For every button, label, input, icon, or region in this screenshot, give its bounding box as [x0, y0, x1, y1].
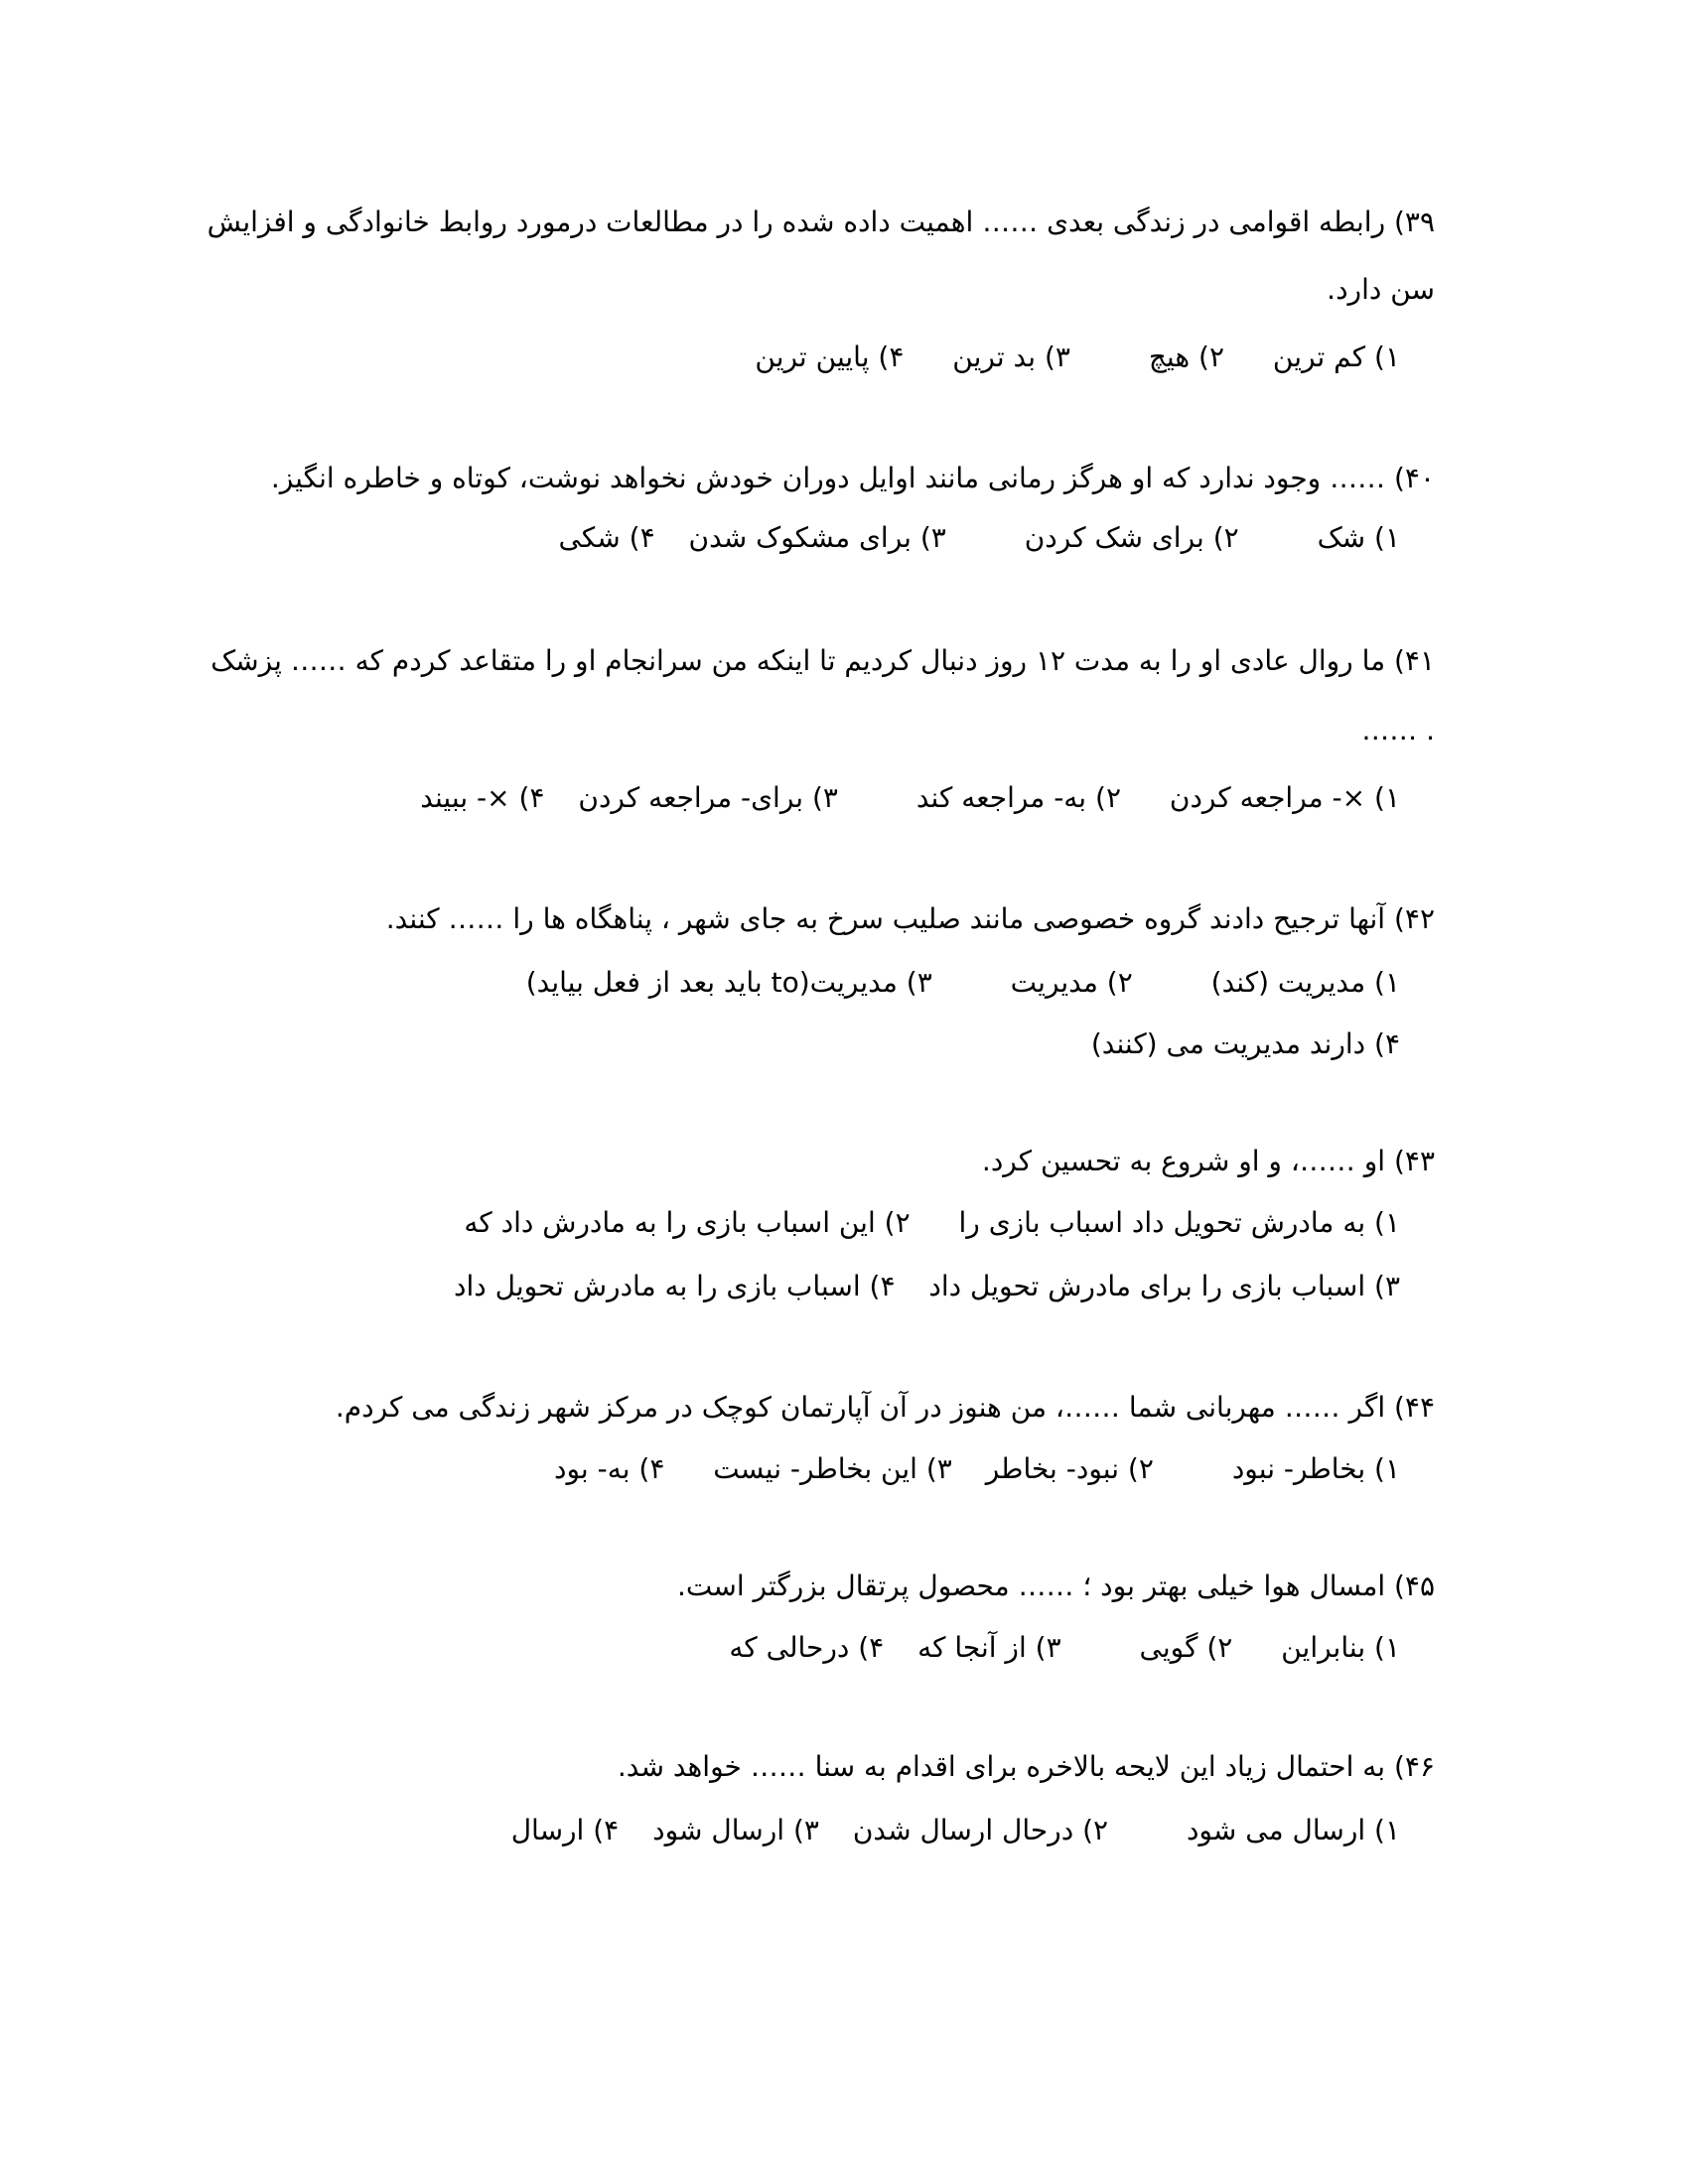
question-39-line-1: ۳۹) رابطه اقوامی در زندگی بعدی …… اهمیت داده شده را در مطالعات درمورد روابط خانوادگی و افزایش [207, 205, 1435, 238]
question-39-line-2: سن دارد. [1327, 273, 1435, 306]
question-43-line-1: ۴۳) او ……، و او شروع به تحسین کرد. [981, 1145, 1435, 1177]
question-41-line-1: ۴۱) ما روال عادی او را به مدت ۱۲ روز دنبال کردیم تا اینکه من سرانجام او را متقاعد کردم که …… پزشک [211, 644, 1435, 677]
option-4[interactable]: ۴) اسباب بازی را به مادرش تحویل داد [454, 1270, 896, 1302]
option-2[interactable]: ۲) این اسباب بازی را به مادرش داد که [464, 1206, 911, 1239]
option-4[interactable]: ۴) درحالی که [729, 1631, 885, 1664]
question-43-options-row-2 [454, 1267, 1400, 1306]
question-41-options [420, 778, 1400, 818]
question-40-line-1: ۴۰) …… وجود ندارد که او هرگز رمانی مانند اوایل دوران خودش نخواهد نوشت، کوتاه و خاطره انگیز. [270, 462, 1435, 494]
option-3[interactable]: ۳) ارسال شود [652, 1814, 819, 1846]
option-2[interactable]: ۲) مدیریت [1010, 966, 1133, 999]
question-41-line-2: …… . [1361, 714, 1435, 747]
option-2[interactable]: ۲) برای شک کردن [1024, 521, 1239, 554]
option-1[interactable]: ۱) ×- مراجعه کردن [1169, 781, 1400, 814]
option-3[interactable]: ۳) مدیریت(to باید بعد از فعل بیاید) [525, 966, 932, 999]
option-1[interactable]: ۱) بنابراین [1281, 1631, 1400, 1664]
question-44-options [554, 1449, 1400, 1489]
question-46-options [511, 1811, 1400, 1850]
option-4[interactable]: ۴) به- بود [553, 1452, 665, 1485]
option-4[interactable]: ۴) ارسال [510, 1814, 620, 1846]
option-4[interactable]: ۴) دارند مدیریت می (کنند) [1090, 1027, 1400, 1060]
option-1[interactable]: ۱) ارسال می شود [1186, 1814, 1400, 1846]
option-1[interactable]: ۱) به مادرش تحویل داد اسباب بازی را [958, 1206, 1400, 1239]
question-40-options [558, 518, 1400, 558]
option-2[interactable]: ۲) گویی [1139, 1631, 1233, 1664]
option-3[interactable]: ۳) این بخاطر- نیست [713, 1452, 952, 1485]
option-3[interactable]: ۳) از آنجا که [917, 1631, 1061, 1664]
option-1[interactable]: ۱) مدیریت (کند) [1210, 966, 1400, 999]
question-39-options [755, 338, 1400, 377]
option-3[interactable]: ۳) برای- مراجعه کردن [578, 781, 838, 814]
option-2[interactable]: ۲) هیچ [1148, 341, 1224, 373]
question-45-options [729, 1628, 1400, 1668]
option-4[interactable]: ۴) ×- ببیند [420, 781, 545, 814]
option-1[interactable]: ۱) شک [1317, 521, 1400, 554]
option-4[interactable]: ۴) شکی [558, 521, 655, 554]
question-45-line-1: ۴۵) امسال هوا خیلی بهتر بود ؛ …… محصول پرتقال بزرگتر است. [677, 1570, 1435, 1602]
option-3[interactable]: ۳) بد ترین [952, 341, 1070, 373]
option-1[interactable]: ۱) کم ترین [1272, 341, 1400, 373]
question-42-line-1: ۴۲) آنها ترجیح دادند گروه خصوصی مانند صلیب سرخ به جای شهر ، پناهگاه ها را …… کنند. [385, 902, 1435, 935]
option-3[interactable]: ۳) اسباب بازی را برای مادرش تحویل داد [928, 1270, 1400, 1302]
option-2[interactable]: ۲) درحال ارسال شدن [852, 1814, 1109, 1846]
question-44-line-1: ۴۴) اگر …… مهربانی شما ……، من هنوز در آن آپارتمان کوچک در مرکز شهر زندگی می کردم. [335, 1391, 1435, 1424]
question-43-options-row-1 [464, 1203, 1400, 1243]
option-2[interactable]: ۲) به- مراجعه کند [915, 781, 1121, 814]
option-1[interactable]: ۱) بخاطر- نبود [1231, 1452, 1400, 1485]
option-4[interactable]: ۴) پایین ترین [755, 341, 905, 373]
option-2[interactable]: ۲) نبود- بخاطر [985, 1452, 1154, 1485]
option-3[interactable]: ۳) برای مشکوک شدن [688, 521, 946, 554]
question-42-options-row-1 [526, 963, 1400, 1003]
question-42-options-row-2 [1091, 1024, 1400, 1064]
question-46-line-1: ۴۶) به احتمال زیاد این لایحه بالاخره برای اقدام به سنا …… خواهد شد. [617, 1750, 1435, 1783]
